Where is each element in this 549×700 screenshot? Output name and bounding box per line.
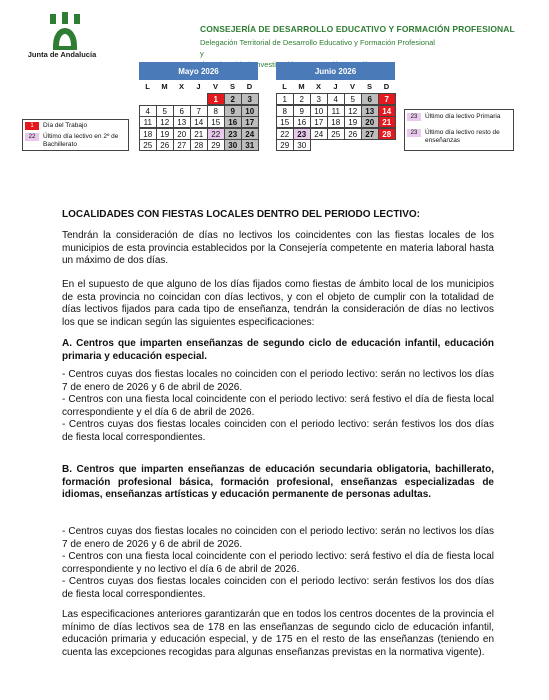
empty-cell xyxy=(190,93,208,105)
day-cell: 29 xyxy=(207,139,225,151)
day-name: V xyxy=(349,82,355,91)
day-cell: 30 xyxy=(224,139,242,151)
section-b-list xyxy=(62,526,494,601)
day-cell: 16 xyxy=(224,116,242,128)
day-cell: 11 xyxy=(139,116,157,128)
day-cell: 27 xyxy=(361,128,379,140)
day-name: X xyxy=(315,82,321,91)
calendar-june xyxy=(276,62,395,151)
day-cell: 2 xyxy=(224,93,242,105)
paragraph-2: En el supuesto de que alguno de los días fijados como fiestas de ámbito local de los municipios de esta provincia no coincidan con días lectivos, y con el objeto de cumplir con la totalidad de días lectivos fijados para cada tipo de enseñanza, tendrán la consideración de días no lectivos los que se indican según las siguientes especificaciones: xyxy=(62,279,494,328)
legend-label: Día del Trabajo xyxy=(43,122,88,129)
day-name: L xyxy=(282,82,287,91)
list-item: - Centros cuyas dos fiestas locales no coinciden con el periodo lectivo: serán no lectivos los días 7 de enero de 2026 y 6 de abril de 2026. xyxy=(62,369,494,393)
day-names-row xyxy=(139,80,258,93)
legend-item xyxy=(25,133,128,149)
day-cell: 17 xyxy=(310,116,328,128)
day-cell: 10 xyxy=(241,105,259,117)
day-cell: 20 xyxy=(361,116,379,128)
list-item: - Centros cuyas dos fiestas locales no coinciden con el periodo lectivo: serán no lectivos los días 7 de enero de 2026 y 6 de abril de 2026. xyxy=(62,526,494,550)
legend-swatch: 22 xyxy=(25,133,39,141)
legend-label: Último día lectivo en 2º de Bachillerato xyxy=(43,133,119,148)
day-cell: 9 xyxy=(224,105,242,117)
junta-andalucia-logo xyxy=(20,12,110,72)
day-cell: 19 xyxy=(344,116,362,128)
day-cell: 30 xyxy=(293,139,311,151)
day-cell: 7 xyxy=(378,93,396,105)
day-name: D xyxy=(246,82,253,91)
day-cell: 9 xyxy=(293,105,311,117)
legend-label: Último día lectivo Primaria xyxy=(425,113,501,120)
day-cell: 23 xyxy=(293,128,311,140)
day-cell: 4 xyxy=(139,105,157,117)
day-cell: 15 xyxy=(207,116,225,128)
legend-swatch: 23 xyxy=(407,129,421,137)
section-a-list xyxy=(62,369,494,444)
day-cell: 3 xyxy=(241,93,259,105)
day-cell: 10 xyxy=(310,105,328,117)
list-item: - Centros cuyas dos fiestas locales coinciden con el periodo lectivo: serán festivos los dos días de fiesta local correspondientes. xyxy=(62,419,494,443)
day-name: X xyxy=(178,82,184,91)
logo-text: Junta de Andalucía xyxy=(27,50,97,59)
day-cell: 17 xyxy=(241,116,259,128)
day-name: D xyxy=(383,82,390,91)
day-cell: 21 xyxy=(190,128,208,140)
legend-item xyxy=(25,122,128,130)
day-name: M xyxy=(161,82,168,91)
day-cell: 1 xyxy=(207,93,225,105)
day-cell: 8 xyxy=(207,105,225,117)
day-cell: 8 xyxy=(276,105,294,117)
legend-item xyxy=(407,113,513,121)
day-cell: 14 xyxy=(190,116,208,128)
day-cell: 25 xyxy=(327,128,345,140)
day-cell: 4 xyxy=(327,93,345,105)
day-cell: 15 xyxy=(276,116,294,128)
day-name: M xyxy=(298,82,305,91)
day-cell: 22 xyxy=(207,128,225,140)
day-name: J xyxy=(333,82,338,91)
day-cell: 13 xyxy=(173,116,191,128)
day-cell: 24 xyxy=(310,128,328,140)
list-item: - Centros con una fiesta local coincidente con el periodo lectivo: será festivo el día de fiesta local correspondiente y no lectivo el día 6 de abril de 2026. xyxy=(62,551,494,575)
day-name: S xyxy=(229,82,235,91)
day-name: L xyxy=(145,82,150,91)
empty-cell xyxy=(173,93,191,105)
day-cell: 27 xyxy=(173,139,191,151)
paragraph-1: Tendrán la consideración de días no lectivos los coincidentes con las fiestas locales de los municipios de esta provincia establecidos por la Consejería competente en materia laboral hasta un máximo de dos días. xyxy=(62,230,494,266)
day-cell: 20 xyxy=(173,128,191,140)
day-cell: 29 xyxy=(276,139,294,151)
day-cell: 28 xyxy=(190,139,208,151)
day-cell: 3 xyxy=(310,93,328,105)
section-b-heading: B. Centros que imparten enseñanzas de educación secundaria obligatoria, bachillerato, formación profesional básica, formación profesional, enseñanzas especializadas de idiomas, enseñanzas artísticas y educación permanente de personas adultas. xyxy=(62,464,494,500)
day-cell: 28 xyxy=(378,128,396,140)
legend-swatch: 23 xyxy=(407,113,421,121)
header-subtitle-line-1: Delegación Territorial de Desarrollo Educativo y Formación Profesional y xyxy=(200,38,435,58)
day-cell: 5 xyxy=(156,105,174,117)
day-names-row xyxy=(276,80,395,93)
closing-paragraph: Las especificaciones anteriores garantizarán que en todos los centros docentes de la provincia el mínimo de días lectivos sea de 178 en las enseñanzas de segundo ciclo de educación infantil, educación primaria y educación especial, y de 175 en el resto de las enseñanzas (teniendo en cuenta las excepciones recogidas para algunas enseñanzas previstas en la normativa vigente). xyxy=(62,609,494,658)
month-title: Junio 2026 xyxy=(276,62,395,80)
day-cell: 14 xyxy=(378,105,396,117)
legend-left xyxy=(22,119,129,151)
days-grid xyxy=(139,93,258,151)
day-cell: 12 xyxy=(156,116,174,128)
day-cell: 11 xyxy=(327,105,345,117)
day-cell: 18 xyxy=(139,128,157,140)
day-cell: 21 xyxy=(378,116,396,128)
section-heading: LOCALIDADES CON FIESTAS LOCALES DENTRO DEL PERIODO LECTIVO: xyxy=(62,209,420,220)
day-cell: 22 xyxy=(276,128,294,140)
list-item: - Centros cuyas dos fiestas locales coinciden con el periodo lectivo: serán festivos los dos días de fiesta local correspondientes. xyxy=(62,576,494,600)
legend-item xyxy=(407,129,513,145)
day-cell: 2 xyxy=(293,93,311,105)
day-cell: 1 xyxy=(276,93,294,105)
day-name: V xyxy=(212,82,218,91)
day-cell: 13 xyxy=(361,105,379,117)
legend-swatch: 1 xyxy=(25,122,39,130)
list-item: - Centros con una fiesta local coincidente con el periodo lectivo: será festivo el día de fiesta local correspondiente y el día 6 de abril de 2026. xyxy=(62,394,494,418)
empty-cell xyxy=(139,93,157,105)
section-a-heading: A. Centros que imparten enseñanzas de segundo ciclo de educación infantil, educación primaria y educación especial. xyxy=(62,338,494,362)
day-name: S xyxy=(366,82,372,91)
day-cell: 25 xyxy=(139,139,157,151)
day-cell: 19 xyxy=(156,128,174,140)
day-cell: 16 xyxy=(293,116,311,128)
days-grid xyxy=(276,93,395,151)
legend-right xyxy=(404,109,514,151)
day-cell: 18 xyxy=(327,116,345,128)
day-cell: 5 xyxy=(344,93,362,105)
calendar-may xyxy=(139,62,258,151)
header-title: CONSEJERÍA DE DESARROLLO EDUCATIVO Y FORMACIÓN PROFESIONAL xyxy=(200,24,515,34)
legend-label: Último día lectivo resto de enseñanzas xyxy=(425,129,500,144)
day-cell: 6 xyxy=(173,105,191,117)
day-cell: 26 xyxy=(156,139,174,151)
month-title: Mayo 2026 xyxy=(139,62,258,80)
day-cell: 6 xyxy=(361,93,379,105)
day-cell: 23 xyxy=(224,128,242,140)
day-cell: 12 xyxy=(344,105,362,117)
day-cell: 7 xyxy=(190,105,208,117)
day-name: J xyxy=(196,82,201,91)
empty-cell xyxy=(156,93,174,105)
day-cell: 24 xyxy=(241,128,259,140)
day-cell: 26 xyxy=(344,128,362,140)
day-cell: 31 xyxy=(241,139,259,151)
